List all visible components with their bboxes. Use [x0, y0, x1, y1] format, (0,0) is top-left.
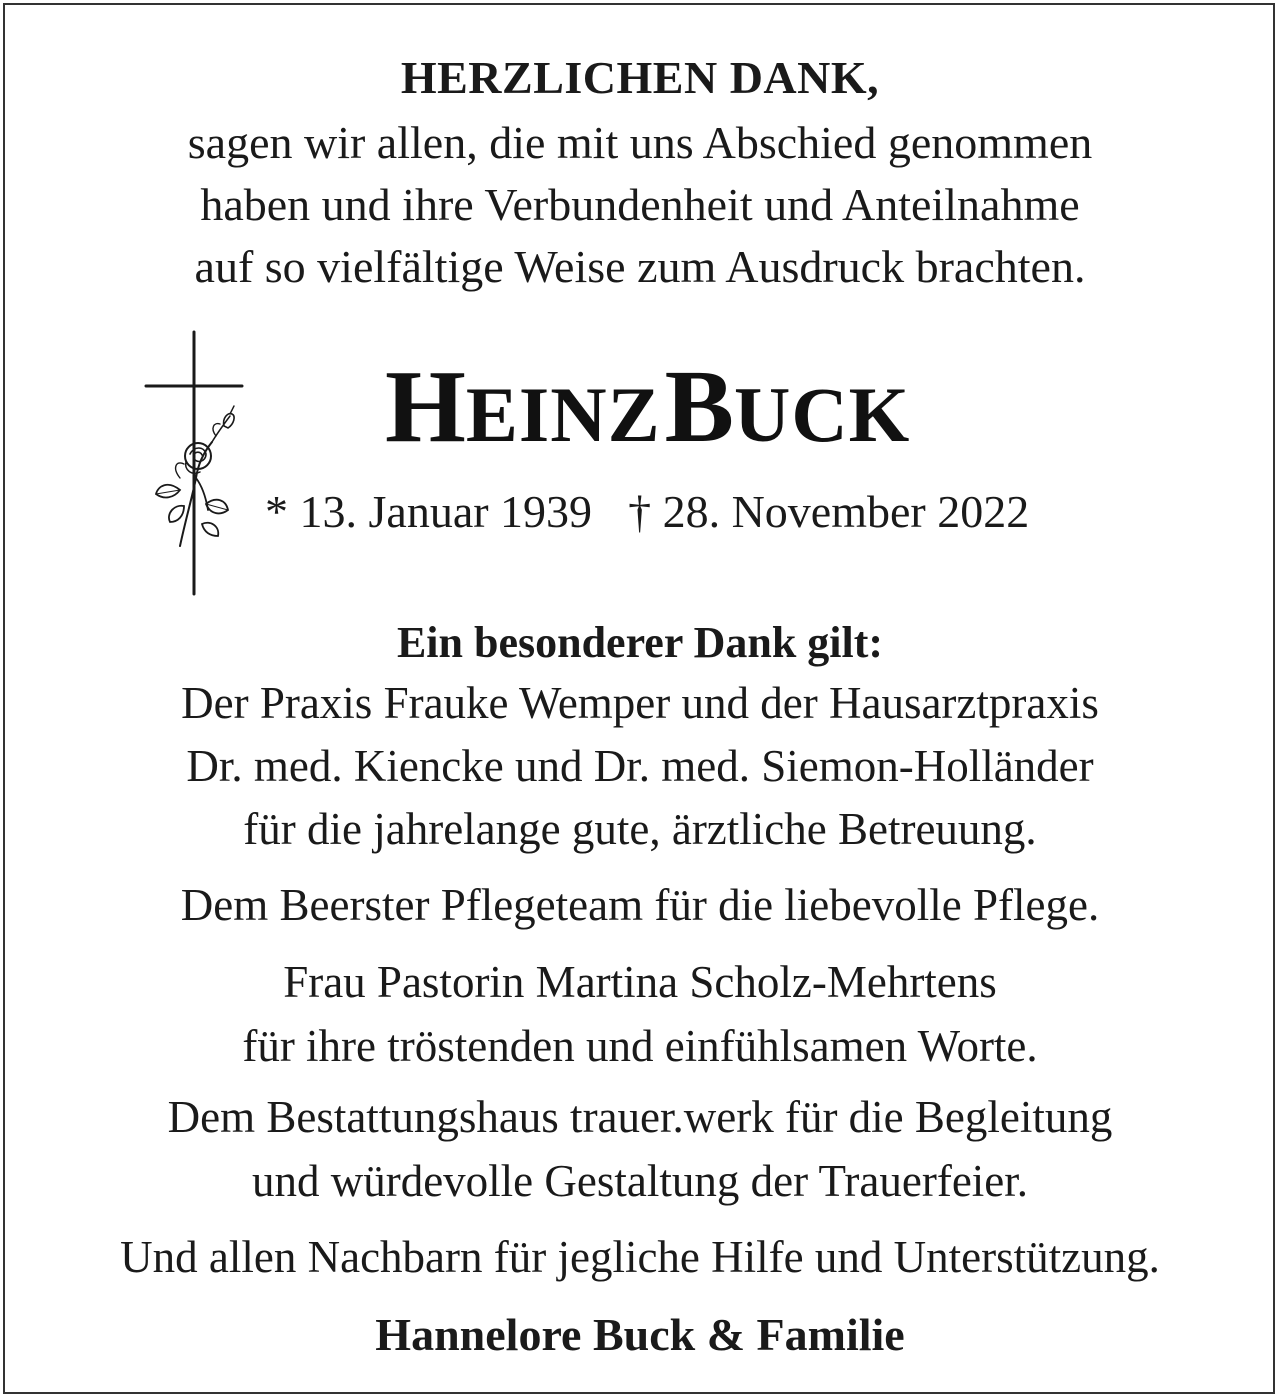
first-name-rest: EINZ — [465, 371, 661, 458]
thanks-line: für die jahrelange gute, ärztliche Betreuung. — [243, 804, 1037, 854]
intro-text — [0, 112, 1280, 298]
thanks-line: Dem Bestattungshaus trauer.werk für die Begleitung — [167, 1092, 1113, 1142]
birth-date: * 13. Januar 1939 — [265, 486, 593, 537]
death-date: † 28. November 2022 — [628, 486, 1030, 537]
signature-text: Hannelore Buck & Familie — [375, 1309, 905, 1360]
intro-line: sagen wir allen, die mit uns Abschied genommen — [187, 117, 1093, 168]
thanks-line: und würdevolle Gestaltung der Trauerfeier. — [251, 1156, 1029, 1206]
thanks-pastor — [0, 950, 1280, 1078]
intro-title: HERZLICHEN DANK, — [400, 52, 880, 103]
intro-line: haben und ihre Verbundenheit und Anteilnahme — [200, 179, 1080, 230]
signature — [0, 1305, 1280, 1365]
thanks-line: Frau Pastorin Martina Scholz-Mehrtens — [283, 957, 997, 1007]
last-name-initial: B — [664, 349, 735, 464]
thanks-line: Und allen Nachbarn für jegliche Hilfe und Unterstützung. — [120, 1232, 1160, 1282]
thanks-line: Der Praxis Frauke Wemper und der Hausarztpraxis — [181, 678, 1099, 728]
thanks-care-team — [0, 874, 1280, 937]
intro-heading — [0, 52, 1280, 104]
thanks-line: für ihre tröstenden und einfühlsamen Worte. — [242, 1021, 1038, 1071]
thanks-neighbors — [0, 1225, 1280, 1289]
intro-line: auf so vielfältige Weise zum Ausdruck brachten. — [194, 241, 1086, 292]
thanks-line: Dem Beerster Pflegeteam für die liebevolle Pflege. — [180, 880, 1100, 930]
last-name-rest: UCK — [734, 371, 911, 458]
thanks-line: Dr. med. Kiencke und Dr. med. Siemon-Holländer — [186, 741, 1094, 791]
thanks-heading — [0, 615, 1280, 671]
thanks-doctors — [0, 672, 1280, 861]
first-name-initial: H — [385, 349, 466, 464]
cross-with-rose-icon — [140, 328, 250, 598]
life-dates — [265, 482, 1125, 542]
thanks-title: Ein besonderer Dank gilt: — [396, 618, 884, 667]
deceased-name — [385, 349, 1005, 492]
thanks-funeral-home — [0, 1085, 1280, 1213]
